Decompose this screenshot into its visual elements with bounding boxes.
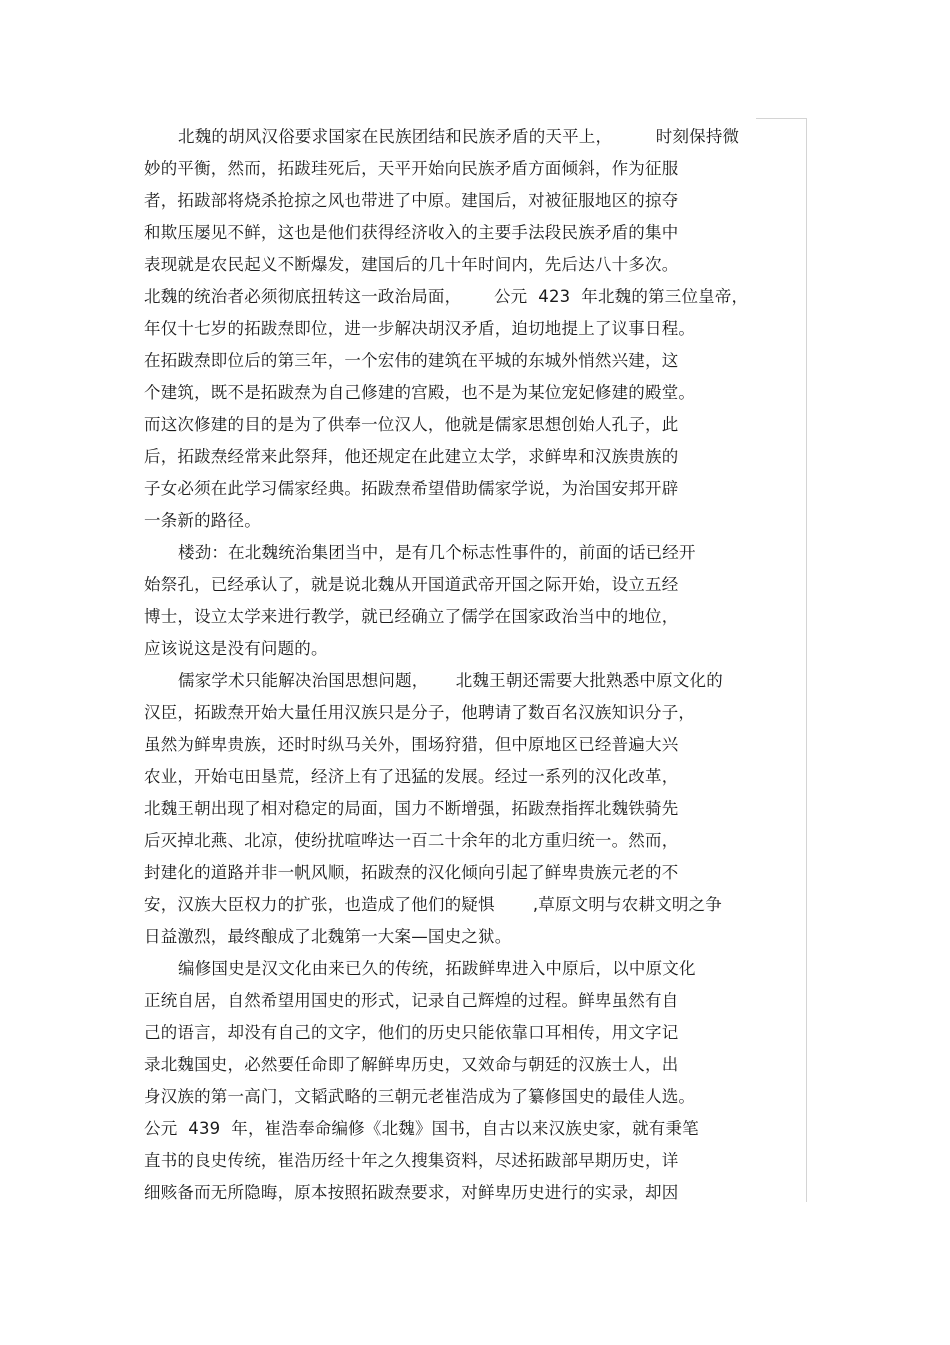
text-line: 始祭孔，已经承认了，就是说北魏从开国道武帝开国之际开始，设立五经	[144, 575, 679, 594]
text-line: 后，拓跋焘经常来此祭拜，他还规定在此建立太学，求鲜卑和汉族贵族的	[144, 447, 679, 466]
frame-border-right	[806, 118, 807, 1202]
text-line: 和欺压屡见不鲜，这也是他们获得经济收入的主要手法段民族矛盾的集中	[144, 223, 679, 242]
text-line: 北魏王朝出现了相对稳定的局面，国力不断增强，拓跋焘指挥北魏铁骑先	[144, 799, 679, 818]
text-line: 后灭掉北燕、北凉，使纷扰喧哗达一百二十余年的北方重归统一。然而，	[144, 831, 679, 850]
frame-border-top	[756, 118, 807, 119]
text-line: 编修国史是汉文化由来已久的传统，拓跋鲜卑进入中原后，以中原文化	[178, 959, 696, 978]
text-line: 安，汉族大臣权力的扩张，也造成了他们的疑惧 ,草原文明与农耕文明之争	[144, 895, 722, 914]
text-line: 表现就是农民起义不断爆发，建国后的几十年时间内，先后达八十多次。	[144, 255, 679, 274]
text-line: 虽然为鲜卑贵族，还时时纵马关外，围场狩猎，但中原地区已经普遍大兴	[144, 735, 679, 754]
text-line: 公元 439 年，崔浩奉命编修《北魏》国书，自古以来汉族史家，就有秉笔	[144, 1119, 699, 1138]
text-line: 日益激烈，最终酿成了北魏第一大案—国史之狱。	[144, 927, 512, 946]
text-line: 博士，设立太学来进行教学，就已经确立了儒学在国家政治当中的地位，	[144, 607, 679, 626]
text-line: 年仅十七岁的拓跋焘即位，进一步解决胡汉矛盾，迫切地提上了议事日程。	[144, 319, 696, 338]
text-line: 录北魏国史，必然要任命即了解鲜卑历史，又效命与朝廷的汉族士人，出	[144, 1055, 679, 1074]
text-line: 北魏的胡风汉俗要求国家在民族团结和民族矛盾的天平上， 时刻保持微	[178, 127, 740, 146]
text-line: 应该说这是没有问题的。	[144, 639, 328, 658]
text-line: 汉臣，拓跋焘开始大量任用汉族只是分子，他聘请了数百名汉族知识分子，	[144, 703, 696, 722]
text-line: 封建化的道路并非一帆风顺，拓跋焘的汉化倾向引起了鲜卑贵族元老的不	[144, 863, 679, 882]
text-line: 一条新的路径。	[144, 511, 261, 530]
text-line: 子女必须在此学习儒家经典。拓跋焘希望借助儒家学说，为治国安邦开辟	[144, 479, 679, 498]
text-line: 妙的平衡，然而，拓跋珪死后，天平开始向民族矛盾方面倾斜，作为征服	[144, 159, 679, 178]
text-line: 身汉族的第一高门，文韬武略的三朝元老崔浩成为了纂修国史的最佳人选。	[144, 1087, 696, 1106]
text-line: 正统自居，自然希望用国史的形式，记录自己辉煌的过程。鲜卑虽然有自	[144, 991, 679, 1010]
text-line: 直书的良史传统，崔浩历经十年之久搜集资料，尽述拓跋部早期历史，详	[144, 1151, 679, 1170]
text-line: 儒家学术只能解决治国思想问题， 北魏王朝还需要大批熟悉中原文化的	[178, 671, 723, 690]
text-line: 农业，开始屯田垦荒，经济上有了迅猛的发展。经过一系列的汉化改革，	[144, 767, 679, 786]
text-line: 在拓跋焘即位后的第三年，一个宏伟的建筑在平城的东城外悄然兴建，这	[144, 351, 679, 370]
text-line: 个建筑，既不是拓跋焘为自己修建的宫殿，也不是为某位宠妃修建的殿堂。	[144, 383, 696, 402]
text-line: 己的语言，却没有自己的文字，他们的历史只能依靠口耳相传，用文字记	[144, 1023, 679, 1042]
text-line: 细赅备而无所隐晦，原本按照拓跋焘要求，对鲜卑历史进行的实录，却因	[144, 1183, 679, 1202]
text-line: 北魏的统治者必须彻底扭转这一政治局面， 公元 423 年北魏的第三位皇帝，	[144, 287, 749, 306]
text-line: 而这次修建的目的是为了供奉一位汉人，他就是儒家思想创始人孔子，此	[144, 415, 679, 434]
text-line: 楼劲：在北魏统治集团当中，是有几个标志性事件的，前面的话已经开	[178, 543, 696, 562]
text-line: 者，拓跋部将烧杀抢掠之风也带进了中原。建国后，对被征服地区的掠夺	[144, 191, 679, 210]
